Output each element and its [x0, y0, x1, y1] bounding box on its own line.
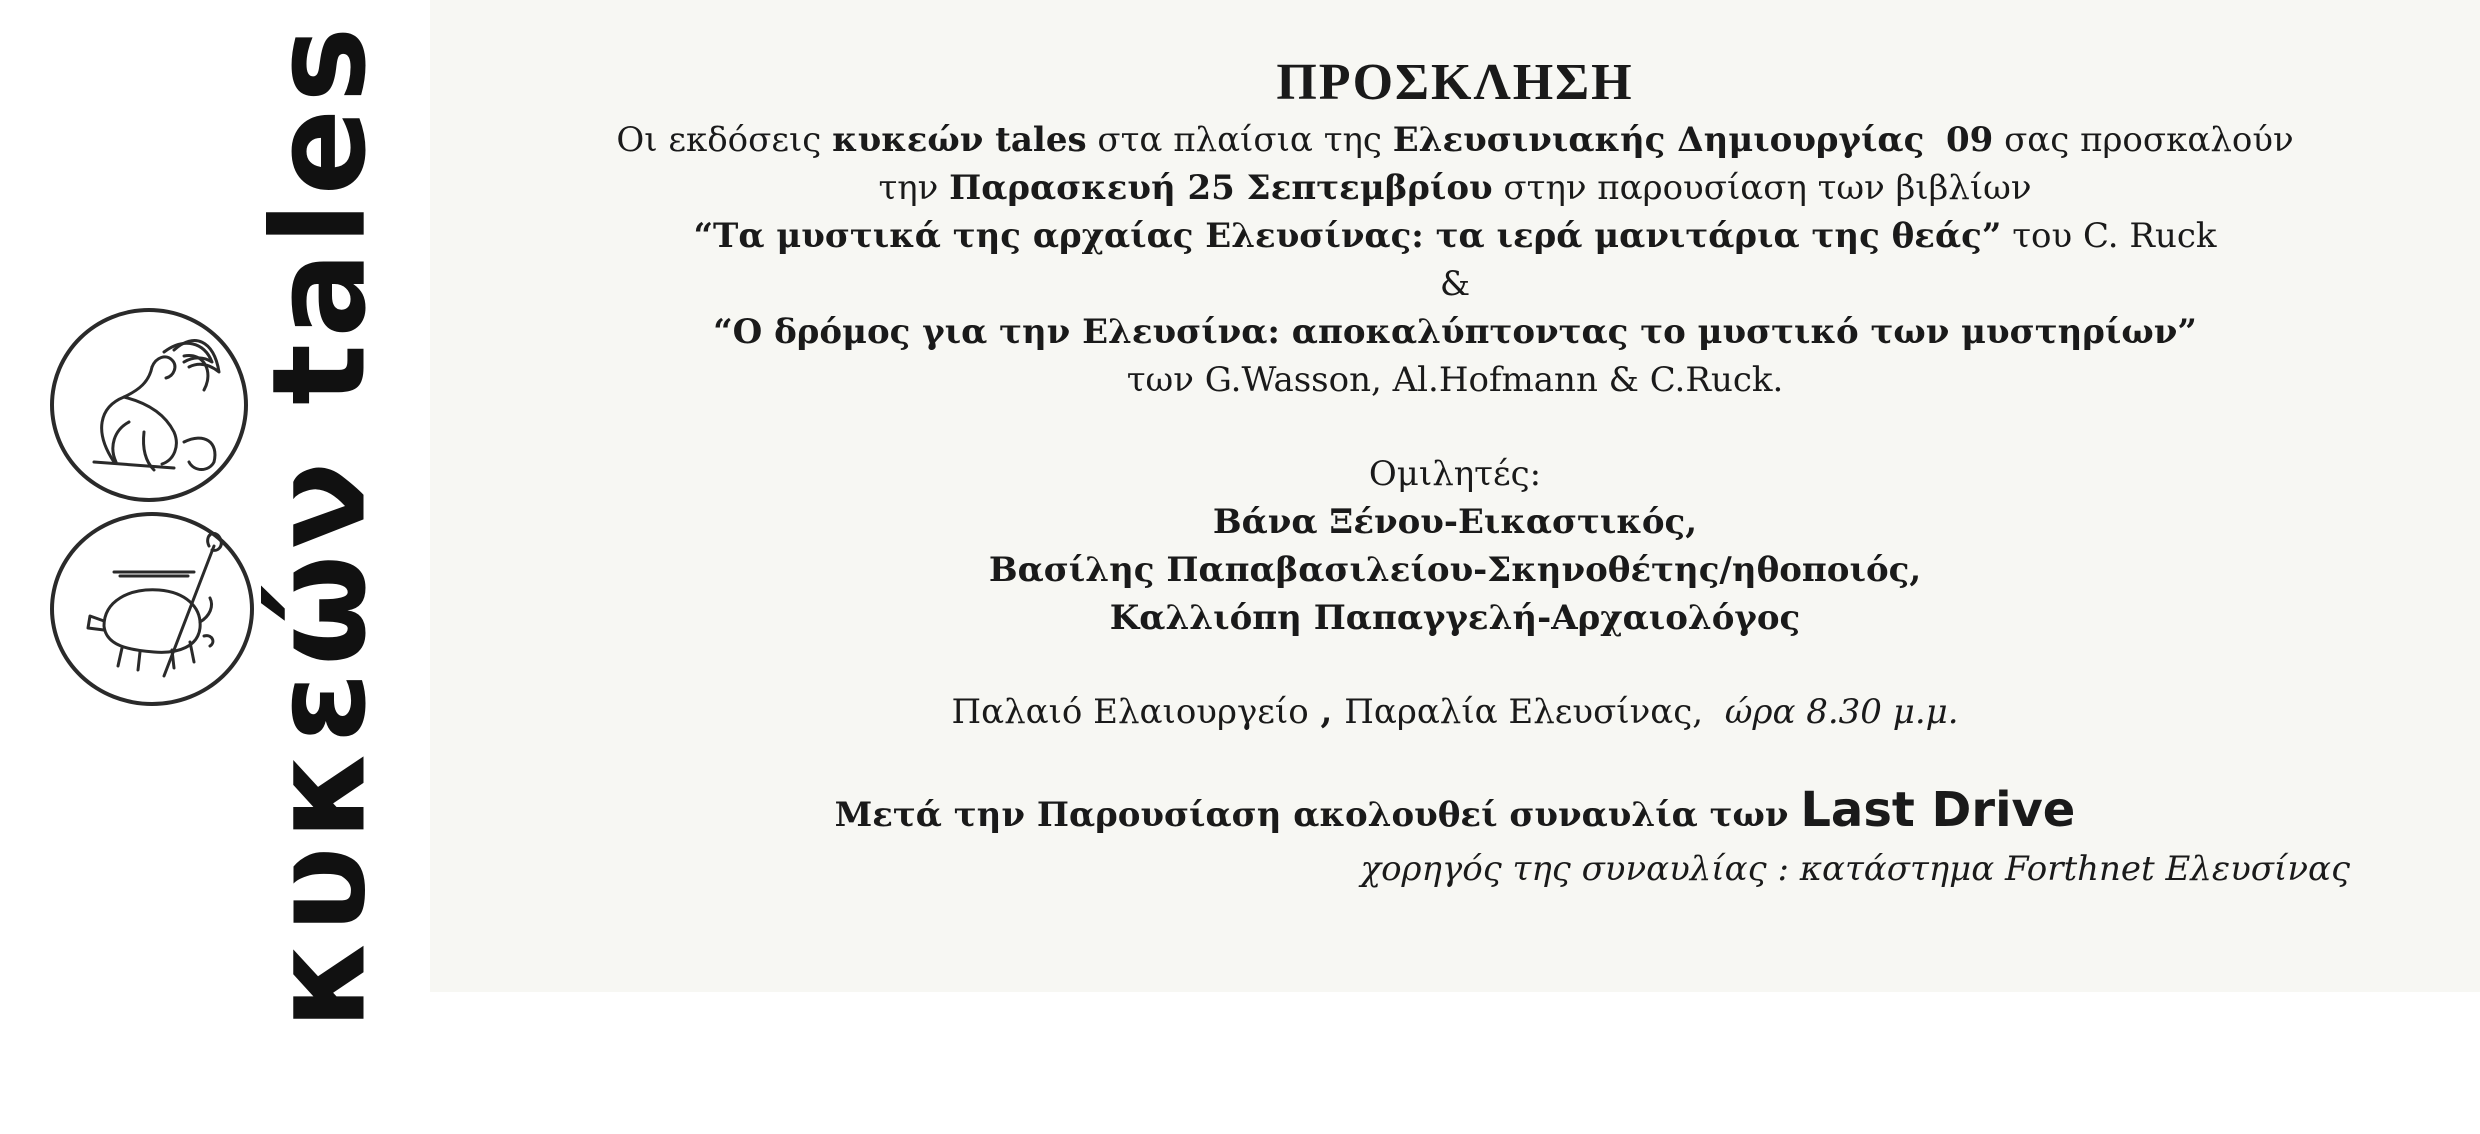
book2-title: “Ο δρόμος για την Ελευσίνα: αποκαλύπτοντας το μυστικό των μυστηρίων”: [713, 312, 2197, 352]
venue-time: ώρα 8.30 μ.μ.: [1724, 692, 1959, 732]
brand-logo: [215, 20, 425, 1030]
book1-author: του C. Ruck: [2001, 216, 2217, 256]
venue-place: Παλαιό Ελαιουργείο: [951, 692, 1309, 732]
invitation-content: [430, 50, 2480, 893]
date-prefix: την: [878, 168, 950, 208]
concert-text: Μετά την Παρουσίαση ακολουθεί συναυλία των: [834, 795, 1801, 835]
intro-text: σας προσκαλούν: [1993, 120, 2294, 160]
event-date: Παρασκευή 25 Σεπτεμβρίου: [949, 168, 1493, 208]
speaker-item: Καλλιόπη Παπαγγελή-Αρχαιολόγος: [1109, 598, 1801, 638]
intro-text: Οι εκδόσεις: [616, 120, 833, 160]
event-name: Ελευσινιακής Δημιουργίας: [1392, 120, 1925, 160]
spacer: [1703, 692, 1725, 732]
venue-location: Παραλία Ελευσίνας,: [1344, 692, 1704, 732]
sponsor-line: χορηγός της συναυλίας : κατάστημα Forthnet Ελευσίνας: [1360, 849, 2350, 889]
speakers-label: Ομιλητές:: [1368, 454, 1542, 494]
venue-separator: ,: [1308, 692, 1345, 732]
intro-text: στα πλαίσια της: [1086, 120, 1393, 160]
intro-line: [430, 116, 2480, 164]
logo-strip: [0, 0, 430, 1134]
book1-title: “Τα μυστικά της αρχαίας Ελευσίνας: τα ιερά μανιτάρια της θεάς”: [693, 216, 2002, 256]
publisher-name: κυκεών tales: [832, 120, 1087, 160]
brand-logo-text: κυκεών tales: [245, 20, 395, 1030]
spacer: [1924, 120, 1946, 160]
concert-line: [430, 780, 2480, 845]
ampersand: &: [1439, 264, 1471, 304]
band-name: Last Drive: [1800, 782, 2076, 838]
date-line: [430, 164, 2480, 212]
book1-line: [430, 212, 2480, 260]
date-suffix: στην παρουσίαση των βιβλίων: [1492, 168, 2032, 208]
event-year: 09: [1945, 120, 1994, 160]
speaker-item: Βάνα Ξένου-Εικαστικός,: [1212, 502, 1698, 542]
venue-line: [430, 688, 2480, 736]
book2-authors: των G.Wasson, Al.Hofmann & C.Ruck.: [1126, 360, 1784, 400]
speaker-item: Βασίλης Παπαβασιλείου-Σκηνοθέτης/ηθοποιός,: [988, 550, 1922, 590]
invitation-title: ΠΡΟΣΚΛΗΣΗ: [1276, 54, 1634, 111]
